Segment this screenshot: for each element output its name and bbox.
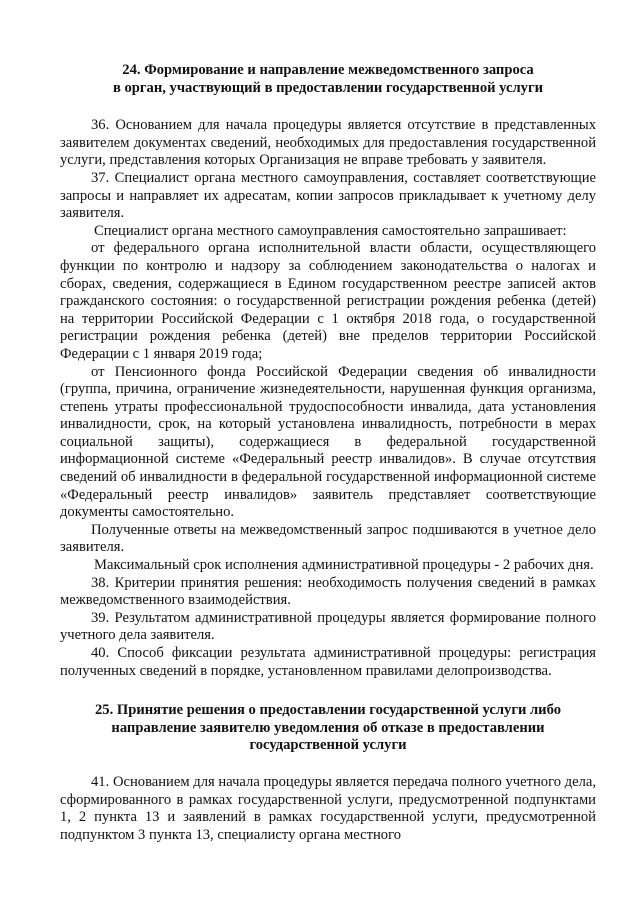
section-25-title-line-2: направление заявителю уведомления об отказе в предоставлении	[111, 719, 545, 736]
section-24-heading	[60, 62, 596, 97]
paragraph-38: 38. Критерии принятия решения: необходимость получения сведений в рамках межведомственного взаимодействия.	[60, 574, 596, 609]
paragraph-41: 41. Основанием для начала процедуры является передача полного учетного дела, сформированного в рамках государственной услуги, предусмотренной подпунктами 1, 2 пункта 13 и заявлений в рамках государственной услуги, предусмотренной подпунктом 3 пункта 13, специалисту органа местного	[60, 773, 596, 843]
section-24-title-line-1: 24. Формирование и направление межведомственного запроса	[122, 62, 534, 78]
section-25-title-line-3: государственной услуги	[249, 737, 407, 754]
paragraph-39: 39. Результатом административной процедуры является формирование полного учетного дела заявителя.	[60, 609, 596, 644]
section-25-title-line-1: 25. Принятие решения о предоставлении государственной услуги либо	[95, 702, 561, 719]
paragraph-37: 37. Специалист органа местного самоуправления, составляет соответствующие запросы и направляет их адресатам, копии запросов прикладывает к учетному делу заявителя.	[60, 169, 596, 222]
paragraph-max-duration: Максимальный срок исполнения административной процедуры - 2 рабочих дня.	[94, 557, 594, 574]
paragraph-pension-fund: от Пенсионного фонда Российской Федерации сведения об инвалидности (группа, причина, ограничение жизнедеятельности, нарушенная функция организма, степень утраты профессиональной трудоспособности инвалида, дата установления инвалидности, срок, на который установлена инвалидность, потребности в мерах социальной защиты), содержащиеся в федеральной государственной информационной системе «Федеральный реестр инвалидов». В случае отсутствия сведений об инвалидности в федеральной государственной информационной системе «Федеральный реестр инвалидов» заявитель представляет соответствующие документы самостоятельно.	[60, 363, 596, 521]
paragraph-36: 36. Основанием для начала процедуры является отсутствие в представленных заявителем документах сведений, необходимых для предоставления государственной услуги, представления которых Организация не вправе требовать у заявителя.	[60, 117, 596, 169]
document-page	[60, 62, 596, 844]
paragraph-40: 40. Способ фиксации результата административной процедуры: регистрация полученных сведений в порядке, установленном правилами делопроизводства.	[60, 645, 596, 679]
paragraph-federal-tax-authority: от федерального органа исполнительной власти области, осуществляющего функции по контролю и надзору за соблюдением законодательства о налогах и сборах, сведения, содержащиеся в Едином государственном реестре записей актов гражданского состояния: о государственной регистрации рождения ребенка (детей) на территории Российской Федерации с 1 октября 2018 года, о государственной регистрации рождения ребенка (детей) вне пределов территории Российской Федерации с 1 января 2019 года;	[60, 240, 596, 362]
section-25-heading	[60, 702, 596, 755]
paragraph-responses-filed: Полученные ответы на межведомственный запрос подшиваются в учетное дело заявителя.	[60, 521, 596, 556]
paragraph-specialist-requests: Специалист органа местного самоуправления самостоятельно запрашивает:	[94, 222, 567, 239]
section-24-title-line-2: в орган, участвующий в предоставлении государственной услуги	[112, 79, 544, 96]
